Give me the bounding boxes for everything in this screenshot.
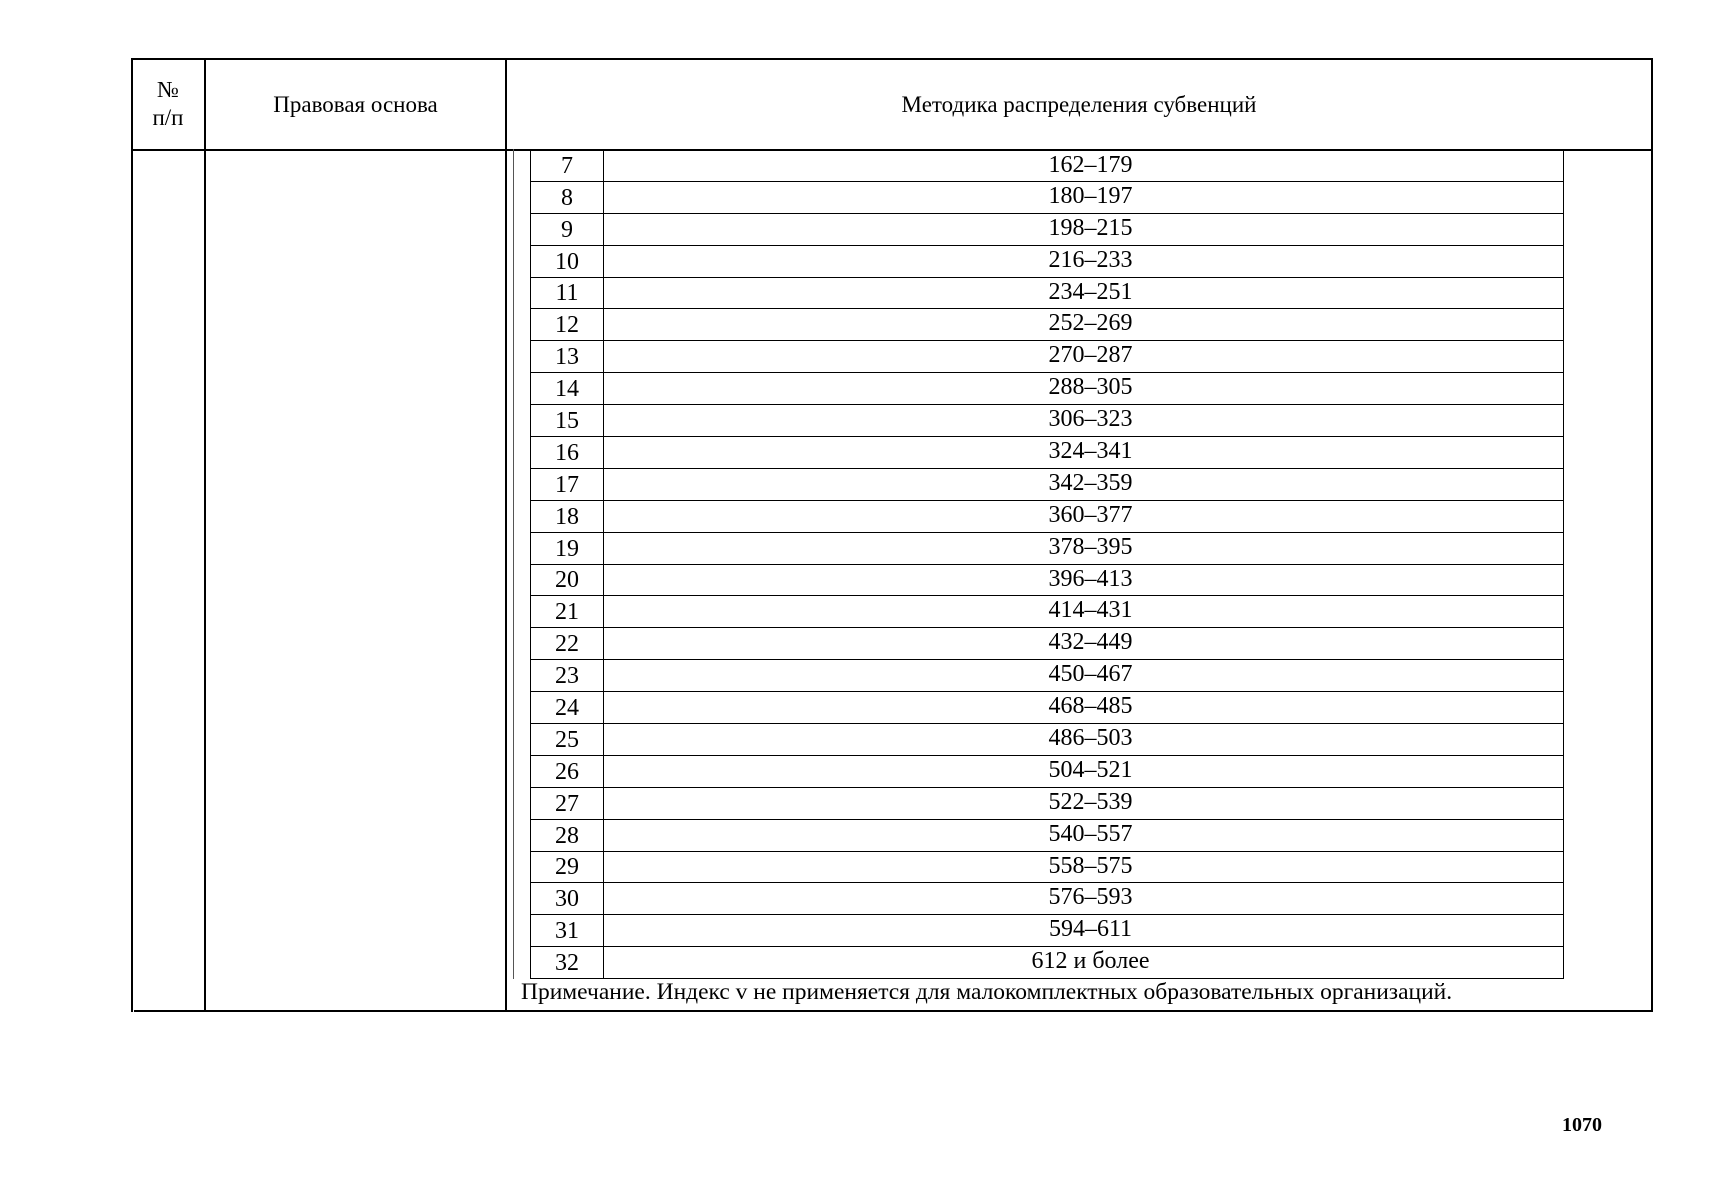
- row-range: 216–233: [604, 246, 1564, 278]
- table-row: [530, 405, 1564, 437]
- table-row: [530, 947, 1564, 979]
- table-row: [530, 182, 1564, 214]
- table-row: [530, 756, 1564, 788]
- table-row: [530, 150, 1564, 182]
- row-range: 396–413: [604, 565, 1564, 597]
- row-number: 25: [530, 724, 604, 756]
- row-range: 540–557: [604, 820, 1564, 852]
- inner-left-margin-line: [513, 149, 514, 979]
- table-row: [530, 469, 1564, 501]
- outer-right-border: [1651, 58, 1653, 1012]
- table-row: [530, 820, 1564, 852]
- row-range: 198–215: [604, 214, 1564, 246]
- header-number: [131, 76, 205, 132]
- row-number: 24: [530, 692, 604, 724]
- col1-divider: [204, 58, 206, 1012]
- row-number: 31: [530, 915, 604, 947]
- header-method: Методика распределения субвенций: [901, 92, 1257, 117]
- row-number: 30: [530, 883, 604, 915]
- row-range: 450–467: [604, 660, 1564, 692]
- row-number: 12: [530, 309, 604, 341]
- row-range: 414–431: [604, 596, 1564, 628]
- table-row: [530, 373, 1564, 405]
- table-row: [530, 788, 1564, 820]
- row-range: 252–269: [604, 309, 1564, 341]
- row-range: 306–323: [604, 405, 1564, 437]
- row-number: 8: [530, 182, 604, 214]
- table-row: [530, 915, 1564, 947]
- row-number: 17: [530, 469, 604, 501]
- row-number: 11: [530, 278, 604, 310]
- row-number: 7: [530, 150, 604, 182]
- table-row: [530, 692, 1564, 724]
- table-row: [530, 309, 1564, 341]
- table-row: [530, 565, 1564, 597]
- row-range: 468–485: [604, 692, 1564, 724]
- outer-left-border: [131, 58, 133, 1012]
- row-range: 486–503: [604, 724, 1564, 756]
- row-range: 378–395: [604, 533, 1564, 565]
- row-range: 522–539: [604, 788, 1564, 820]
- row-number: 26: [530, 756, 604, 788]
- row-range: 504–521: [604, 756, 1564, 788]
- row-number: 14: [530, 373, 604, 405]
- row-range: 180–197: [604, 182, 1564, 214]
- row-number: 29: [530, 852, 604, 884]
- row-number: 9: [530, 214, 604, 246]
- row-number: 27: [530, 788, 604, 820]
- row-number: 20: [530, 565, 604, 597]
- note-text: Примечание. Индекс v не применяется для малокомплектных образовательных организаций.: [521, 979, 1453, 1005]
- header-legal-basis: Правовая основа: [273, 92, 438, 117]
- table-row: [530, 214, 1564, 246]
- outer-bottom-border: [134, 1010, 1653, 1012]
- row-number: 23: [530, 660, 604, 692]
- row-range: 360–377: [604, 501, 1564, 533]
- row-range: 558–575: [604, 852, 1564, 884]
- row-number: 15: [530, 405, 604, 437]
- table-row: [530, 341, 1564, 373]
- row-number: 13: [530, 341, 604, 373]
- row-number: 28: [530, 820, 604, 852]
- table-row: [530, 852, 1564, 884]
- header-number-pp: п/п: [152, 105, 184, 130]
- table-row: [530, 501, 1564, 533]
- table-row: [530, 724, 1564, 756]
- table-row: [530, 628, 1564, 660]
- row-number: 10: [530, 246, 604, 278]
- row-range: 342–359: [604, 469, 1564, 501]
- header-number-sign: №: [157, 77, 179, 102]
- table-row: [530, 278, 1564, 310]
- row-range: 432–449: [604, 628, 1564, 660]
- table-row: [530, 883, 1564, 915]
- row-number: 18: [530, 501, 604, 533]
- table-row: [530, 437, 1564, 469]
- row-range: 324–341: [604, 437, 1564, 469]
- row-range: 270–287: [604, 341, 1564, 373]
- inner-table: [530, 150, 1564, 979]
- row-number: 32: [530, 947, 604, 979]
- row-range: 234–251: [604, 278, 1564, 310]
- col2-divider: [505, 58, 507, 1012]
- table-row: [530, 246, 1564, 278]
- row-number: 21: [530, 596, 604, 628]
- row-number: 19: [530, 533, 604, 565]
- page-number: 1070: [1562, 1114, 1602, 1136]
- table-row: [530, 533, 1564, 565]
- outer-top-border: [131, 58, 1653, 60]
- row-range: 162–179: [604, 150, 1564, 182]
- row-number: 22: [530, 628, 604, 660]
- row-range: 594–611: [604, 915, 1564, 947]
- table-row: [530, 660, 1564, 692]
- row-range: 612 и более: [604, 947, 1564, 979]
- row-range: 576–593: [604, 883, 1564, 915]
- row-range: 288–305: [604, 373, 1564, 405]
- table-row: [530, 596, 1564, 628]
- row-number: 16: [530, 437, 604, 469]
